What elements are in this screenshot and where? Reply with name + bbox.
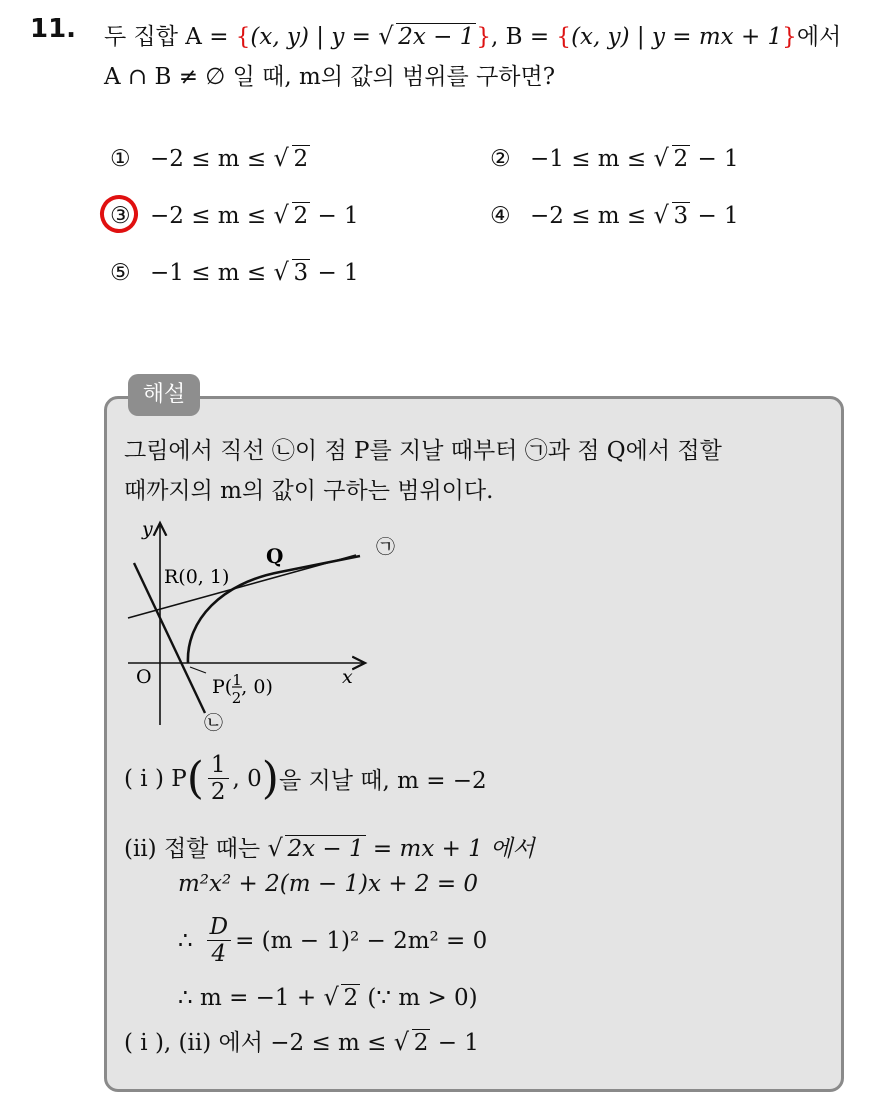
question-line-2: A ∩ B ≠ ∅ 일 때, m의 값의 범위를 구하면? <box>104 64 556 90</box>
equation-2: ∴ $\frac{D}{4}$ = (m − 1)² − 2m² = 0 <box>178 914 488 967</box>
equation-3: ∴ m = −1 + √ 2 (∵ m > 0) <box>178 985 478 1011</box>
solution-text-1: 그림에서 직선 ㉡이 점 P를 지날 때부터 ㉠과 점 Q에서 접할 <box>124 438 722 464</box>
discriminant-fraction: $\frac{D}{4}$ <box>207 914 231 967</box>
question-number: 11. <box>30 14 77 44</box>
answer-circle-mark <box>95 190 144 239</box>
solution-graph <box>120 515 410 740</box>
p-pointer <box>190 667 206 673</box>
radical: √ 2x − 1 <box>378 24 476 50</box>
conclusion: ( i ), (ii) 에서 −2 ≤ m ≤ √ 2 − 1 <box>124 1024 479 1057</box>
choice-5[interactable]: ⑤ −1 ≤ m ≤ √ 3 − 1 <box>110 260 359 286</box>
step-2: (ii) 접할 때는 √ 2x − 1 = mx + 1 에서 <box>124 830 535 863</box>
solution-tag: 해설 <box>128 374 200 416</box>
line-label: ㉡ <box>204 712 224 734</box>
choice-2[interactable]: ② −1 ≤ m ≤ √ 2 − 1 <box>490 146 739 172</box>
solution-text-2: 때까지의 m의 값이 구하는 범위이다. <box>124 478 494 504</box>
step-1: ( i ) P ( $\frac{1}{2}$ , 0 ) 을 지날 때, m = −2 <box>124 752 487 805</box>
curve-label: ㉠ <box>376 536 396 558</box>
p-point-label: P($^1$ 2, 0) <box>212 671 273 707</box>
equation-1: m²x² + 2(m − 1)x + 2 = 0 <box>178 871 479 897</box>
r-point-label: R(0, 1) <box>164 566 230 588</box>
question-line-1: 두 집합 A = {(x, y) | y = √ 2x − 1}, B = {(x, y) | y = mx + 1}에서 <box>104 18 841 51</box>
x-axis-label: x <box>342 666 353 688</box>
step-1-fraction: $\frac{1}{2}$ <box>208 752 229 805</box>
choice-1[interactable]: ① −2 ≤ m ≤ √ 2 <box>110 146 310 172</box>
y-axis-label: y <box>142 518 153 540</box>
choice-4[interactable]: ④ −2 ≤ m ≤ √ 3 − 1 <box>490 203 739 229</box>
origin-label: O <box>136 666 152 688</box>
choice-3[interactable]: ③ −2 ≤ m ≤ √ 2 − 1 <box>110 203 359 229</box>
q-point-label: Q <box>266 544 284 568</box>
tangent-line <box>128 555 356 618</box>
